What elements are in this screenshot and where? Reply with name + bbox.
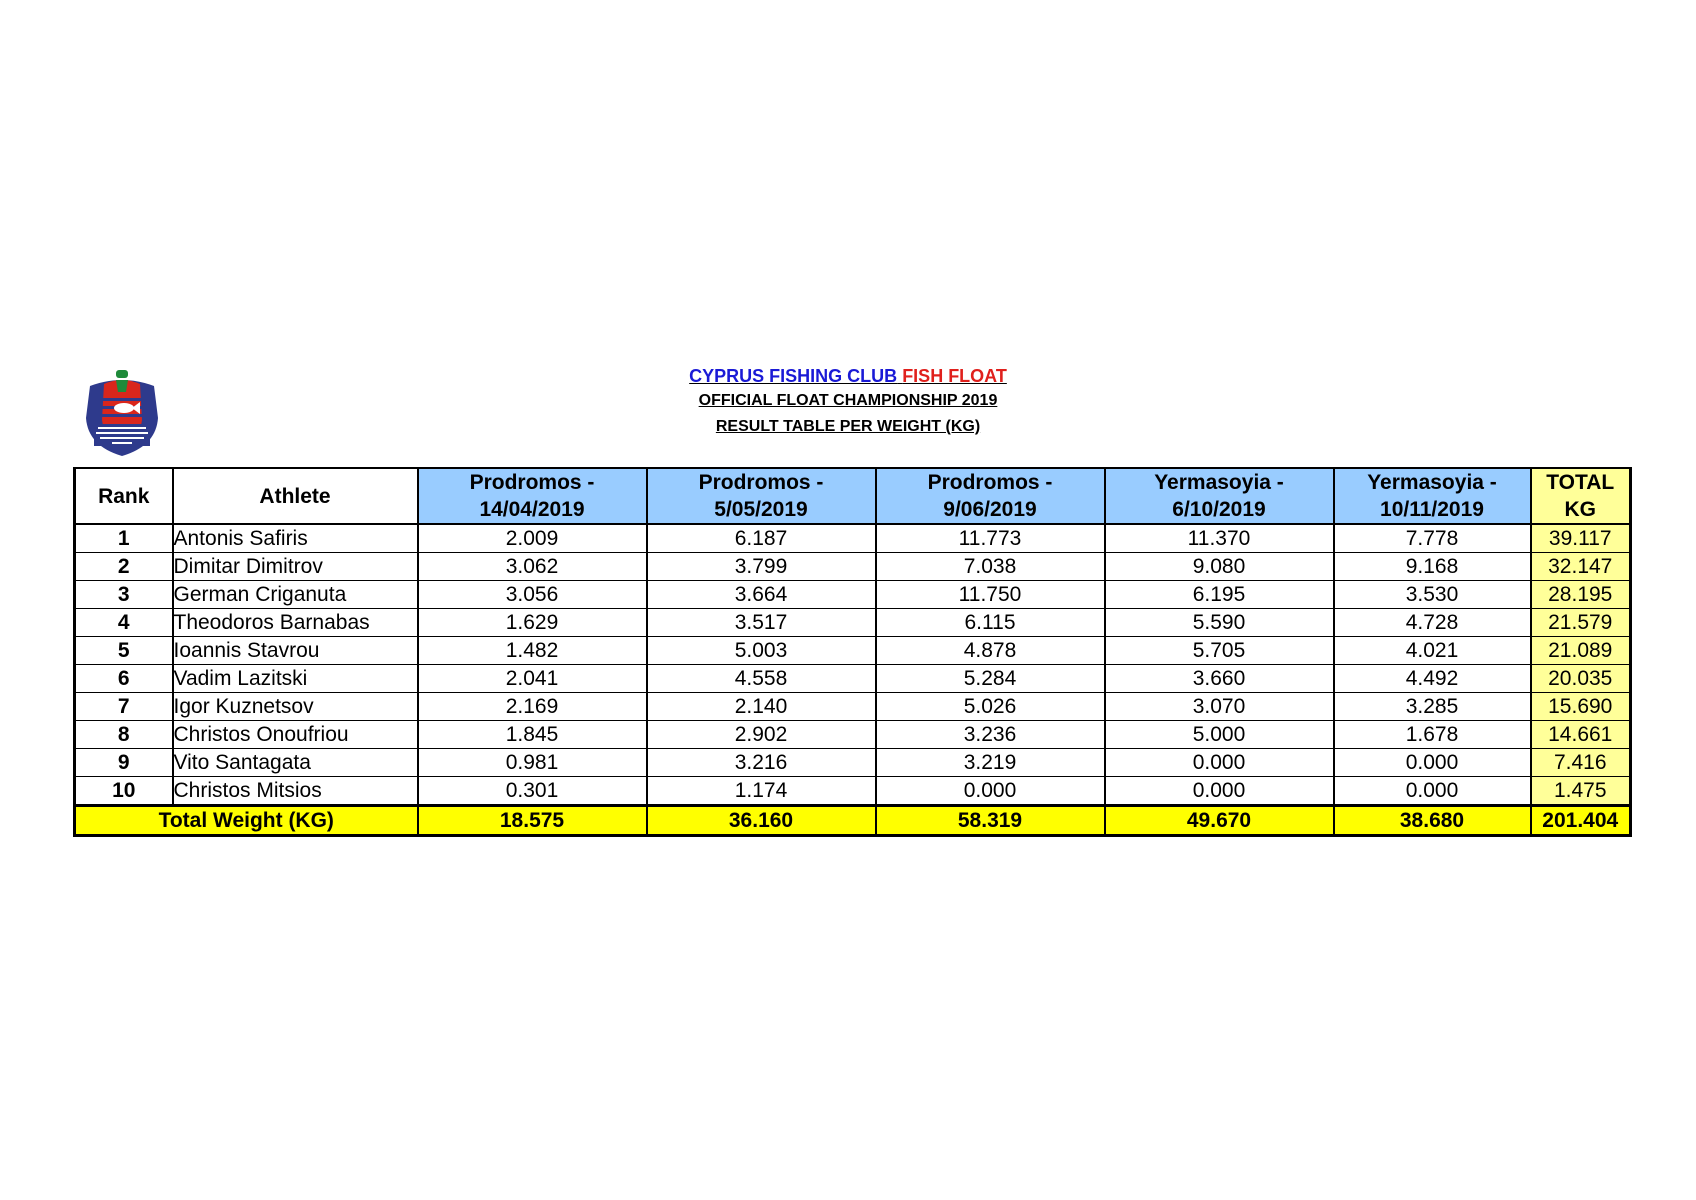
table-body <box>75 524 1631 836</box>
total-cell: 15.690 <box>1531 693 1631 721</box>
rank-cell: 8 <box>75 721 173 749</box>
total-weight-row <box>75 806 1631 836</box>
weight-cell: 0.000 <box>1105 777 1334 806</box>
rank-cell: 7 <box>75 693 173 721</box>
weight-cell: 4.558 <box>647 665 876 693</box>
table-title: RESULT TABLE PER WEIGHT (KG) <box>715 418 981 435</box>
athlete-cell: Vadim Lazitski <box>173 665 418 693</box>
weight-cell: 3.236 <box>876 721 1105 749</box>
table-row <box>75 721 1631 749</box>
weight-cell: 11.773 <box>876 524 1105 553</box>
club-name: CYPRUS FISHING CLUB <box>689 366 898 386</box>
total-cell: 39.117 <box>1531 524 1631 553</box>
weight-cell: 1.629 <box>418 609 647 637</box>
weight-cell: 2.902 <box>647 721 876 749</box>
total-cell: 1.475 <box>1531 777 1631 806</box>
weight-cell: 3.219 <box>876 749 1105 777</box>
weight-cell: 5.026 <box>876 693 1105 721</box>
event-sum-cell: 18.575 <box>418 806 647 836</box>
weight-cell: 3.216 <box>647 749 876 777</box>
table-row <box>75 524 1631 553</box>
weight-cell: 3.062 <box>418 553 647 581</box>
weight-cell: 4.728 <box>1334 609 1531 637</box>
event-sum-cell: 49.670 <box>1105 806 1334 836</box>
rank-cell: 1 <box>75 524 173 553</box>
table-row <box>75 665 1631 693</box>
weight-cell: 11.750 <box>876 581 1105 609</box>
weight-cell: 0.000 <box>876 777 1105 806</box>
weight-cell: 4.492 <box>1334 665 1531 693</box>
weight-cell: 9.080 <box>1105 553 1334 581</box>
weight-cell: 3.664 <box>647 581 876 609</box>
float-name: FISH FLOAT <box>902 366 1007 386</box>
rank-cell: 6 <box>75 665 173 693</box>
weight-cell: 0.301 <box>418 777 647 806</box>
total-cell: 32.147 <box>1531 553 1631 581</box>
weight-cell: 5.284 <box>876 665 1105 693</box>
weight-cell: 1.845 <box>418 721 647 749</box>
weight-cell: 5.590 <box>1105 609 1334 637</box>
championship-subtitle: OFFICIAL FLOAT CHAMPIONSHIP 2019 <box>698 392 998 409</box>
athlete-cell: Theodoros Barnabas <box>173 609 418 637</box>
weight-cell: 5.705 <box>1105 637 1334 665</box>
athlete-cell: German Criganuta <box>173 581 418 609</box>
table-row <box>75 693 1631 721</box>
weight-cell: 0.981 <box>418 749 647 777</box>
club-title <box>0 364 1696 388</box>
weight-cell: 0.000 <box>1334 777 1531 806</box>
weight-cell: 3.660 <box>1105 665 1334 693</box>
weight-cell: 5.000 <box>1105 721 1334 749</box>
weight-cell: 3.799 <box>647 553 876 581</box>
table-row <box>75 581 1631 609</box>
grand-total-cell: 201.404 <box>1531 806 1631 836</box>
weight-cell: 1.678 <box>1334 721 1531 749</box>
rank-cell: 10 <box>75 777 173 806</box>
weight-cell: 0.000 <box>1334 749 1531 777</box>
weight-cell: 7.038 <box>876 553 1105 581</box>
weight-cell: 11.370 <box>1105 524 1334 553</box>
header-rank: Rank <box>75 468 173 524</box>
athlete-cell: Christos Onoufriou <box>173 721 418 749</box>
header-athlete: Athlete <box>173 468 418 524</box>
rank-cell: 4 <box>75 609 173 637</box>
table-row <box>75 609 1631 637</box>
event-sum-cell: 58.319 <box>876 806 1105 836</box>
table-header <box>75 468 1631 524</box>
header-event: Yermasoyia - 10/11/2019 <box>1334 468 1531 524</box>
total-cell: 21.579 <box>1531 609 1631 637</box>
table-row <box>75 637 1631 665</box>
weight-cell: 1.482 <box>418 637 647 665</box>
weight-cell: 4.021 <box>1334 637 1531 665</box>
total-cell: 21.089 <box>1531 637 1631 665</box>
weight-cell: 7.778 <box>1334 524 1531 553</box>
weight-cell: 4.878 <box>876 637 1105 665</box>
athlete-cell: Antonis Safiris <box>173 524 418 553</box>
total-cell: 28.195 <box>1531 581 1631 609</box>
weight-cell: 3.056 <box>418 581 647 609</box>
athlete-cell: Vito Santagata <box>173 749 418 777</box>
total-cell: 20.035 <box>1531 665 1631 693</box>
header-event: Yermasoyia - 6/10/2019 <box>1105 468 1334 524</box>
total-weight-label: Total Weight (KG) <box>75 806 418 836</box>
table-row <box>75 553 1631 581</box>
athlete-cell: Ioannis Stavrou <box>173 637 418 665</box>
weight-cell: 6.187 <box>647 524 876 553</box>
weight-cell: 1.174 <box>647 777 876 806</box>
rank-cell: 3 <box>75 581 173 609</box>
weight-cell: 6.115 <box>876 609 1105 637</box>
rank-cell: 9 <box>75 749 173 777</box>
document-header <box>0 364 1696 440</box>
athlete-cell: Christos Mitsios <box>173 777 418 806</box>
weight-cell: 6.195 <box>1105 581 1334 609</box>
total-cell: 7.416 <box>1531 749 1631 777</box>
header-event: Prodromos - 5/05/2019 <box>647 468 876 524</box>
event-sum-cell: 38.680 <box>1334 806 1531 836</box>
weight-cell: 3.517 <box>647 609 876 637</box>
rank-cell: 5 <box>75 637 173 665</box>
weight-cell: 2.041 <box>418 665 647 693</box>
weight-cell: 3.285 <box>1334 693 1531 721</box>
athlete-cell: Igor Kuznetsov <box>173 693 418 721</box>
results-table <box>73 467 1632 837</box>
total-cell: 14.661 <box>1531 721 1631 749</box>
header-event: Prodromos - 14/04/2019 <box>418 468 647 524</box>
rank-cell: 2 <box>75 553 173 581</box>
weight-cell: 2.009 <box>418 524 647 553</box>
weight-cell: 5.003 <box>647 637 876 665</box>
weight-cell: 9.168 <box>1334 553 1531 581</box>
athlete-cell: Dimitar Dimitrov <box>173 553 418 581</box>
header-event: Prodromos - 9/06/2019 <box>876 468 1105 524</box>
event-sum-cell: 36.160 <box>647 806 876 836</box>
weight-cell: 2.169 <box>418 693 647 721</box>
weight-cell: 3.530 <box>1334 581 1531 609</box>
weight-cell: 2.140 <box>647 693 876 721</box>
header-total-kg: TOTAL KG <box>1531 468 1631 524</box>
table-row <box>75 749 1631 777</box>
weight-cell: 0.000 <box>1105 749 1334 777</box>
weight-cell: 3.070 <box>1105 693 1334 721</box>
table-row <box>75 777 1631 806</box>
